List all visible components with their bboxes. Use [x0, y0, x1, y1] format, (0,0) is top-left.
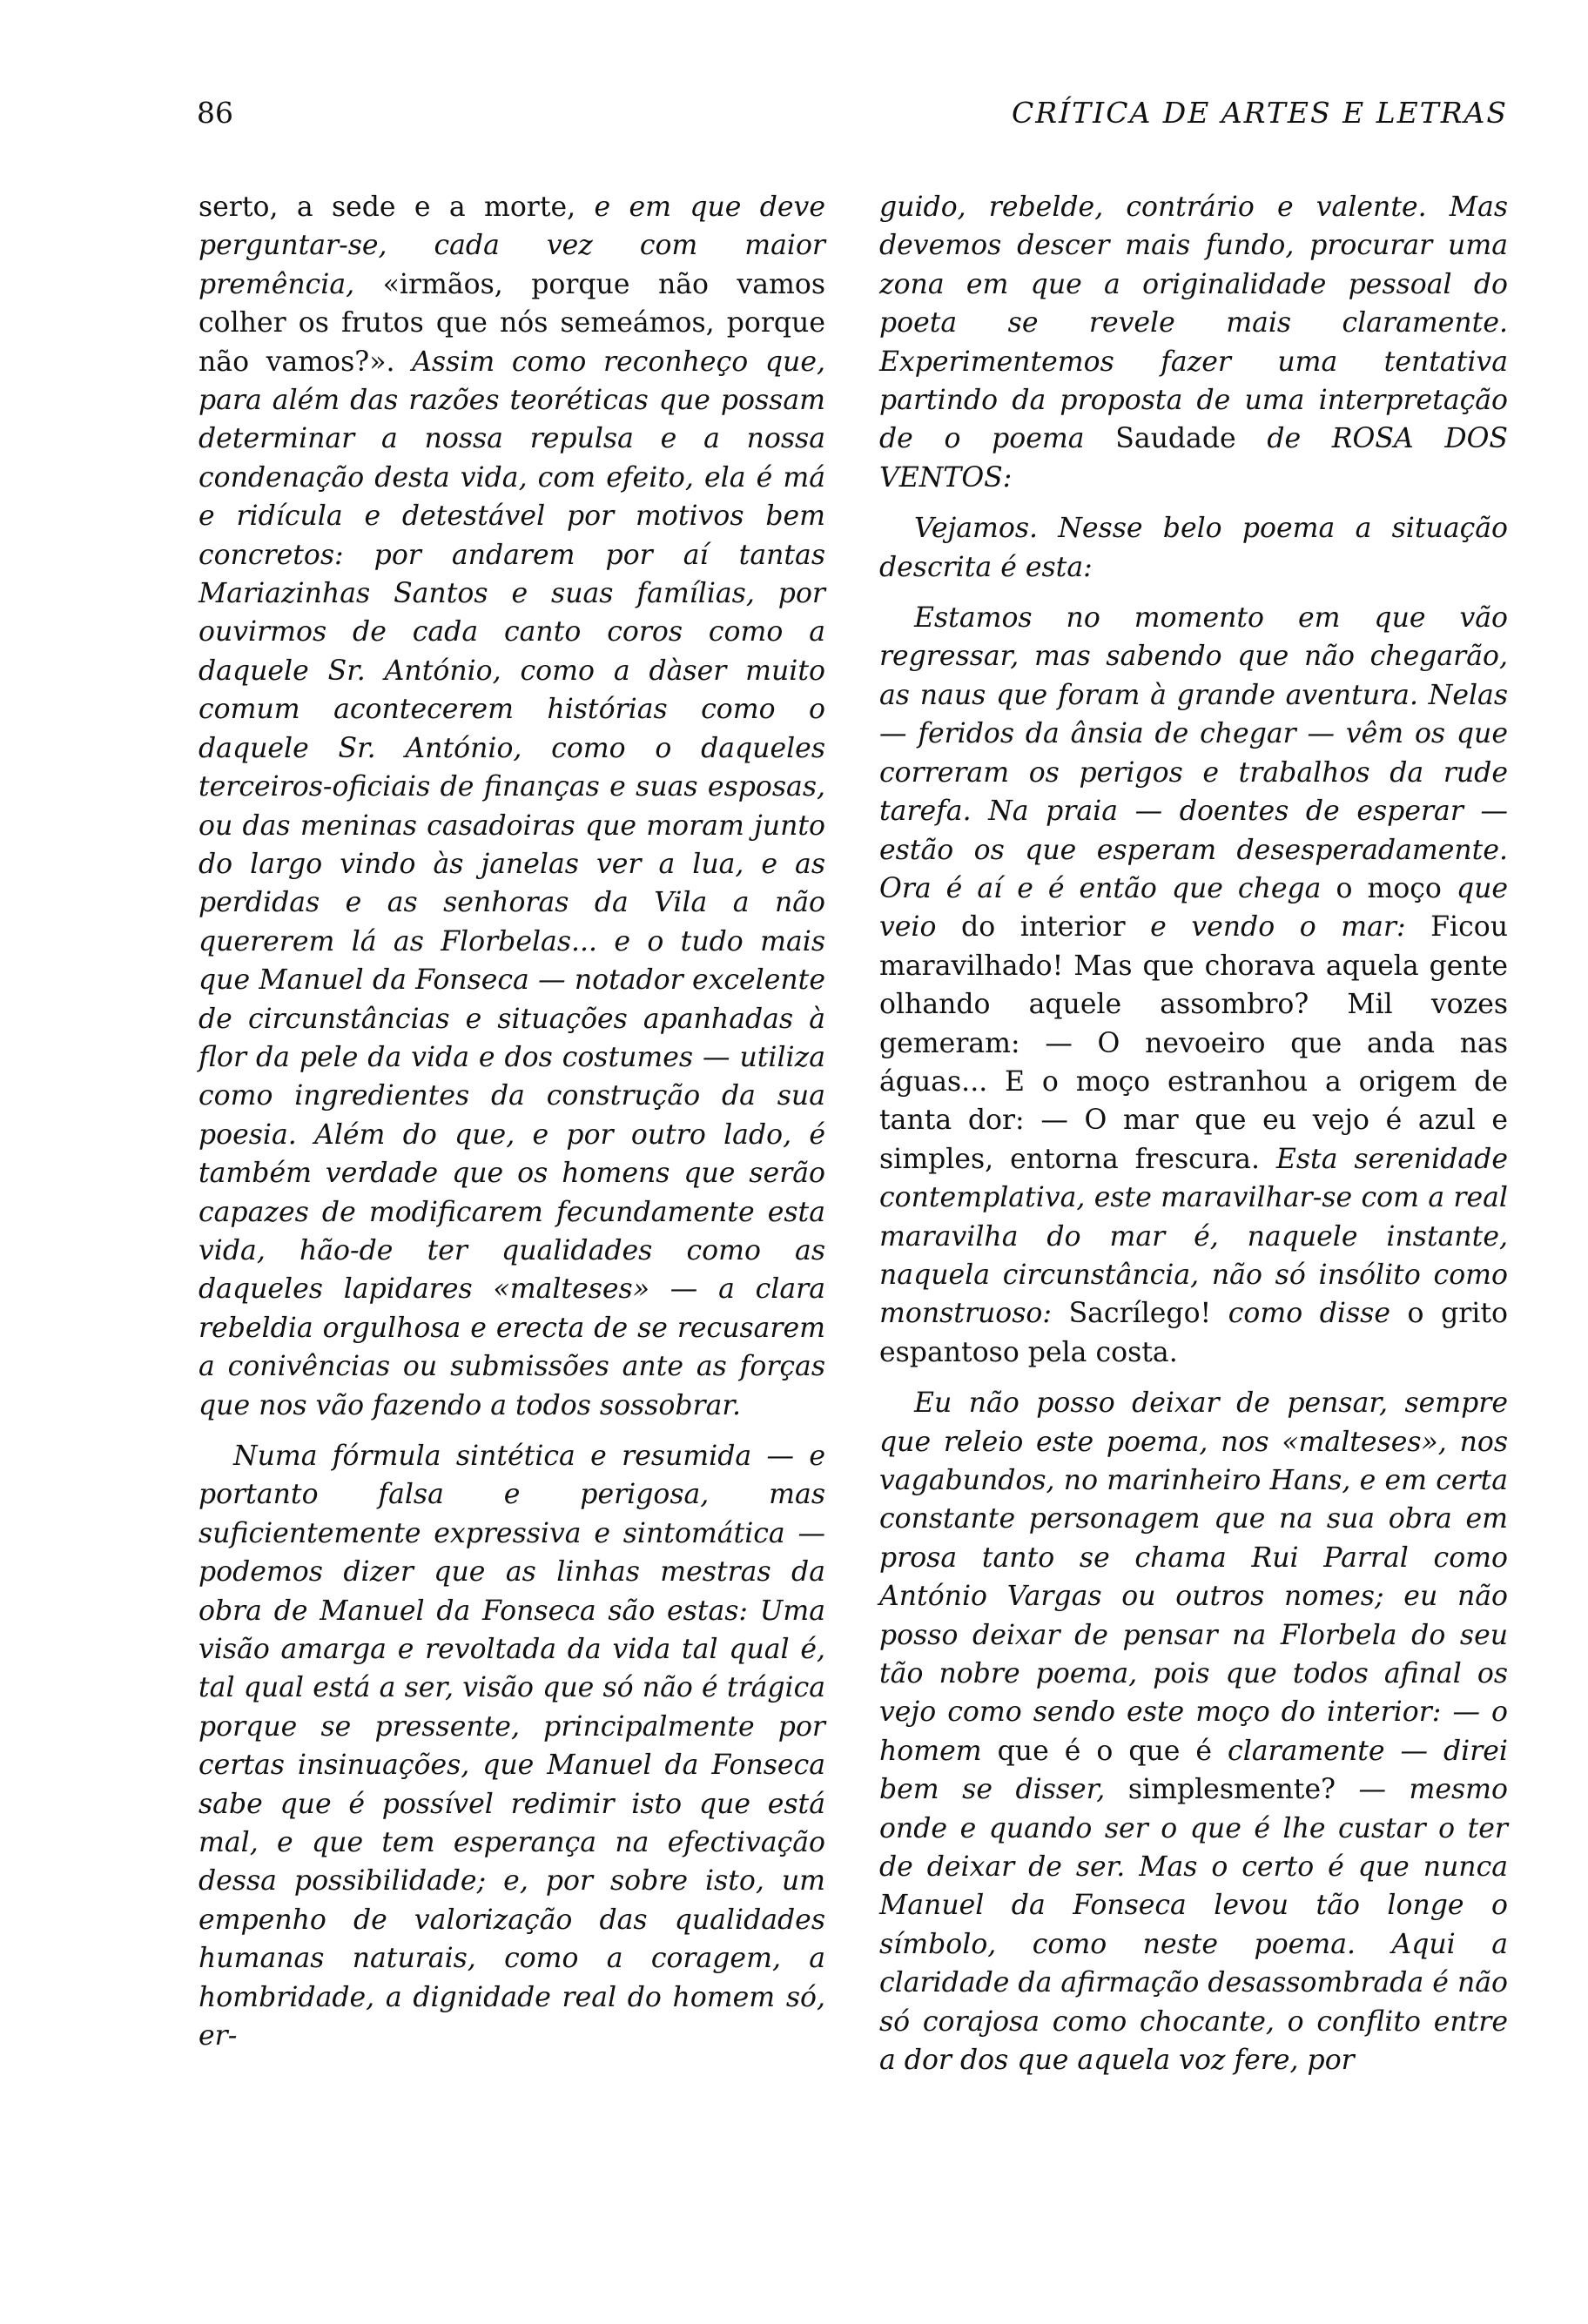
- text-span: e vendo o mar:: [1125, 911, 1431, 944]
- text-span: que é o que é: [997, 1735, 1213, 1767]
- text-span: o grito espantoso pela costa.: [879, 1298, 1508, 1368]
- text-span: simplesmente?: [1127, 1774, 1336, 1806]
- text-span: Eu não posso deixar de pensar, sempre que releio este poema, nos «malteses», nos vagabundos, no marinheiro Hans, e em certa constante personagem que na sua obra em prosa tanto se chama Rui Parral como António Vargas ou outros nomes; eu não posso deixar de pensar na Florbela do seu tão nobre poema, pois que todos afinal os vejo como sendo este moço do interior: — o homem: [879, 1387, 1508, 1767]
- text-span: Assim como reconheço que, para além das razões teoréticas que possam determinar a nossa repulsa e a nossa condenação desta vida, com efeito, ela é má e ridícula e detestável por motivos bem concretos: por andarem por aí tantas Mariazinhas Santos e suas famílias, por ouvirmos de cada canto coros como a daquele Sr. António, como a dàser muito comum acontecerem histórias como o daquele Sr. António, como o daqueles terceiros-oficiais de finanças e suas esposas, ou das meninas casadoiras que moram junto do largo vindo às janelas ver a lua, e as perdidas e as senhoras da Vila a não quererem lá as Florbelas... e o tudo mais que Manuel da Fonseca — notador excelente de circunstâncias e situações apanhadas à flor da pele da vida e dos costumes — utiliza como ingredientes da construção da sua poesia. Além do que, e por outro lado, é também verdade que os homens que serão capazes de modificarem fecundamente esta vida, hão-de ter qualidades como as daqueles lapidares «malteses» — a clara rebeldia orgulhosa e erecta de se recusarem a conivências ou submissões ante as forças que nos vão fazendo a todos sossobrar.: [198, 346, 825, 1421]
- text-span: o moço: [1336, 872, 1442, 904]
- left-column: [198, 188, 825, 2056]
- text-span: do interior: [961, 911, 1126, 944]
- text-span: claramente — direi bem se disser,: [879, 1735, 1508, 1806]
- right-paragraph-1: [879, 188, 1508, 497]
- right-paragraph-4: [879, 1384, 1508, 2079]
- running-head: CRÍTICA DE ARTES E LETRAS: [1012, 96, 1508, 130]
- text-span: serto, a sede e a morte,: [198, 191, 595, 223]
- text-span: que veio: [879, 872, 1508, 944]
- poem-summary-quote: [879, 599, 1508, 1372]
- text-span: guido, rebelde, contrário e valente. Mas devemos descer mais fundo, procurar uma zona em que a originalidade pessoal do poeta se revele mais claramente. Experimentemos fazer uma tentativa partindo da proposta de uma interpretação de o poema: [879, 191, 1508, 455]
- text-span: como disse: [1211, 1298, 1390, 1330]
- text-span: Sacrílego!: [1068, 1298, 1212, 1330]
- right-paragraph-2: Vejamos. Nesse belo poema a situação descrita é esta:: [879, 513, 1508, 583]
- left-paragraph-2: Numa fórmula sintética e resumida — e portanto falsa e perigosa, mas suficientemente expressiva e sintomática — podemos dizer que as linhas mestras da obra de Manuel da Fonseca são estas: Uma visão amarga e revoltada da vida tal qual é, tal qual está a ser, visão que só não é trágica porque se pressente, principalmente por certas insinuações, que Manuel da Fonseca sabe que é possível redimir isto que está mal, e que tem esperança na efectivação dessa possibilidade; e, por sobre isto, um empenho de valorização das qualidades humanas naturais, como a coragem, a hombridade, a dignidade real do homem só, er-: [198, 1441, 825, 2052]
- text-span: e em que deve perguntar-se, cada vez com maior premência,: [198, 191, 825, 300]
- text-span: Ficou maravilhado! Mas que chorava aquela gente olhando aquele assombro? Mil vozes gemeram: — O nevoeiro que anda nas águas... E o moço estranhou a origem de tanta dor: — O mar que eu vejo é azul e simples, entorna frescura.: [879, 911, 1508, 1175]
- text-span: — mesmo onde e quando ser o que é lhe custar o ter de deixar de ser. Mas o certo é que nunca Manuel da Fonseca levou tão longe o símbolo, como neste poema. Aqui a claridade da afirmação desassombrada é não só corajosa como chocante, o conflito entre a dor dos que aquela voz fere, por: [879, 1774, 1509, 2077]
- text-span: de ROSA DOS VENTOS:: [879, 423, 1509, 494]
- text-span: Estamos no momento em que vão regressar, mas sabendo que não chegarão, as naus que foram à grande aventura. Nelas — feridos da ânsia de chegar — vêm os que correram os perigos e trabalhos da rude tarefa. Na praia — doentes de esperar — estão os que esperam desesperadamente. Ora é aí e é então que chega: [879, 602, 1508, 904]
- right-column: [879, 188, 1508, 2080]
- text-span: «irmãos, porque não vamos colher os frutos que nós semeámos, porque não vamos?».: [198, 268, 825, 378]
- left-paragraph-1: [198, 188, 825, 1425]
- page-number: 86: [197, 96, 233, 130]
- text-span: Esta serenidade contemplativa, este maravilhar-se com a real maravilha do mar é, naquele instante, naquela circunstância, não só insólito como monstruoso:: [879, 1143, 1508, 1330]
- text-span: Saudade: [1115, 423, 1236, 455]
